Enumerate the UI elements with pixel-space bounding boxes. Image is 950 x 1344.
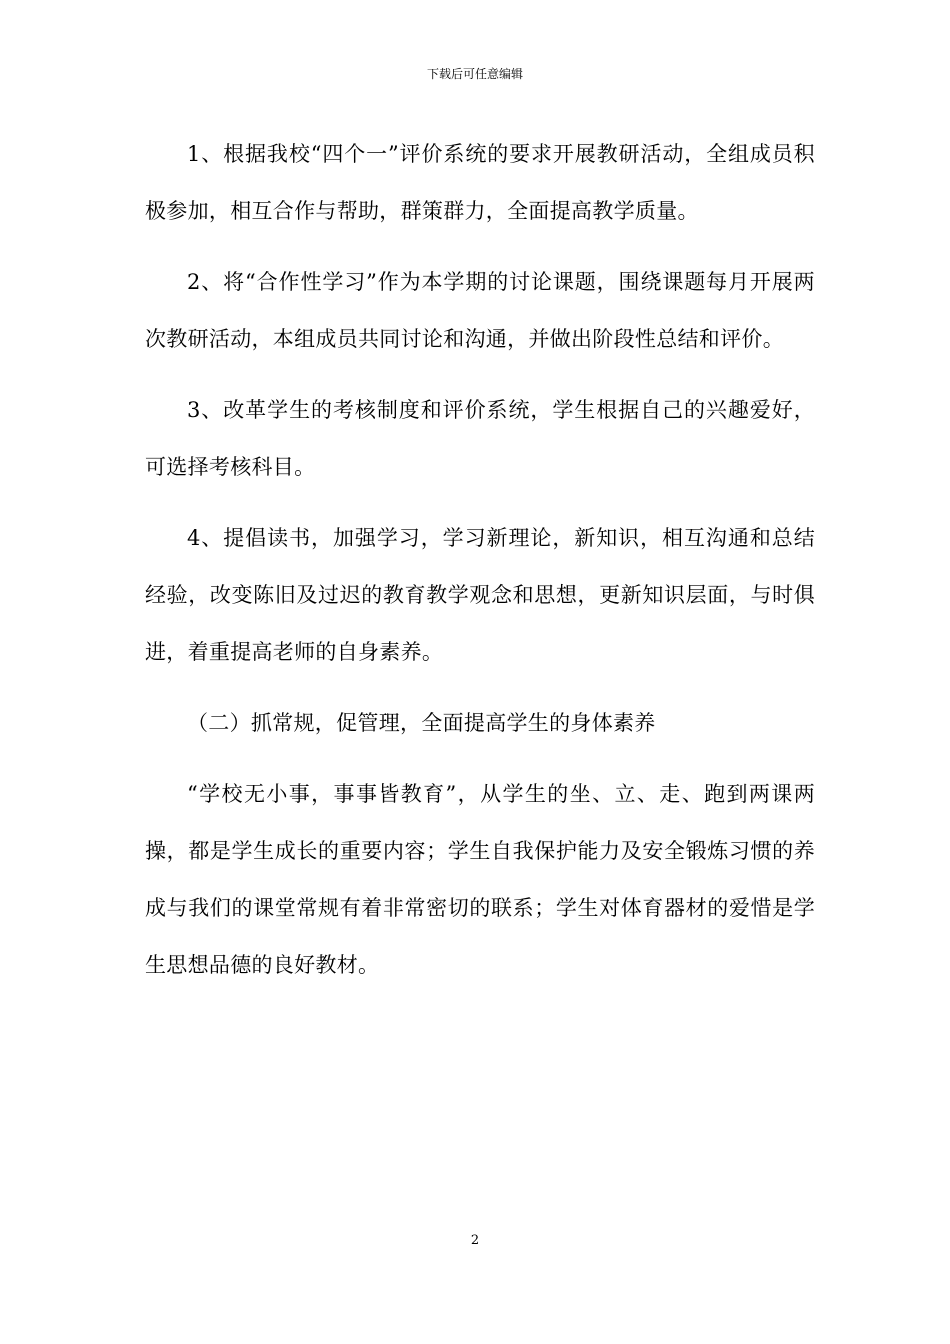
paragraph-1: 1、根据我校“四个一”评价系统的要求开展教研活动，全组成员积极参加，相互合作与帮助，群策群力，全面提高教学质量。 bbox=[145, 142, 815, 223]
paragraph-5: “学校无小事，事事皆教育”，从学生的坐、立、走、跑到两课两操，都是学生成长的重要内容；学生自我保护能力及安全锻炼习惯的养成与我们的课堂常规有着非常密切的联系；学生对体育器材的爱惜是学生思想品德的良好教材。 bbox=[145, 782, 815, 977]
page-number: 2 bbox=[470, 1233, 480, 1248]
paragraph-2: 2、将“合作性学习”作为本学期的讨论课题，围绕课题每月开展两次教研活动，本组成员共同讨论和沟通，并做出阶段性总结和评价。 bbox=[145, 270, 815, 351]
page-header: 下载后可任意编辑 bbox=[426, 67, 523, 81]
paragraph-3: 3、改革学生的考核制度和评价系统，学生根据自己的兴趣爱好，可选择考核科目。 bbox=[145, 398, 815, 479]
document-body bbox=[145, 126, 815, 1008]
section-heading: （二）抓常规，促管理，全面提高学生的身体素养 bbox=[187, 711, 656, 735]
paragraph-4: 4、提倡读书，加强学习，学习新理论，新知识，相互沟通和总结经验，改变陈旧及过迟的教育教学观念和思想，更新知识层面，与时俱进，着重提高老师的自身素养。 bbox=[145, 526, 815, 664]
